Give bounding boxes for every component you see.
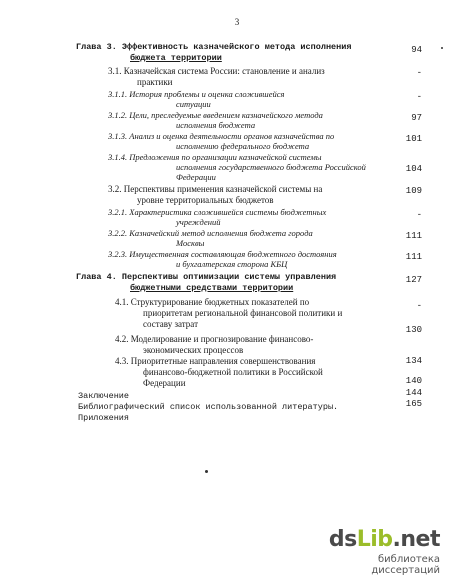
toc-subsection-3-2-3-line-2: и бухгалтерская сторона КБЦ xyxy=(176,259,288,269)
toc-subsection-3-1-3-line-2: исполнению федерального бюджета xyxy=(176,141,310,151)
toc-page-number: - xyxy=(416,210,422,220)
toc-chapter-4-line-1: Глава 4. Перспективы оптимизации системы управления xyxy=(76,272,337,282)
toc-chapter-3-line-1: Глава 3. Эффективность казначейского метода исполнения xyxy=(76,42,352,52)
toc-subsection-3-1-4-line-2: исполнения государственного бюджета Российской xyxy=(176,162,366,172)
toc-page-number: 104 xyxy=(405,164,422,174)
toc-bibliography: Библиографический список использованной литературы. xyxy=(78,402,339,412)
toc-page-number: 140 xyxy=(405,376,422,386)
toc-section-3-2-line-1: 3.2. Перспективы применения казначейской системы на xyxy=(108,184,323,194)
toc-section-4-1-line-3: составу затрат xyxy=(143,319,198,329)
scan-speck xyxy=(441,47,443,49)
toc-section-4-3-line-3: Федерации xyxy=(143,378,186,388)
toc-chapter-4-line-2: бюджетными средствами территории xyxy=(130,283,294,293)
toc-page-number: - xyxy=(416,92,422,102)
toc-page-number: 109 xyxy=(405,186,422,196)
toc-section-4-1-line-2: приоритетам региональной финансовой политики и xyxy=(143,308,343,318)
toc-page-number: 165 xyxy=(405,399,422,409)
toc-appendices: Приложения xyxy=(78,413,130,423)
toc-section-4-2-line-1: 4.2. Моделирование и прогнозирование финансово- xyxy=(115,334,314,344)
toc-page-number: 97 xyxy=(411,113,422,123)
toc-subsection-3-1-3-line-1: 3.1.3. Анализ и оценка деятельности органов казначейства по xyxy=(108,131,335,141)
toc-section-4-3-line-2: финансово-бюджетной политики в Российской xyxy=(143,367,323,377)
toc-subsection-3-2-3-line-1: 3.2.3. Имущественная составляющая бюджетного достояния xyxy=(108,249,337,259)
toc-subsection-3-1-1-line-2: ситуации xyxy=(176,99,211,109)
watermark xyxy=(310,527,440,576)
toc-section-3-1-line-2: практики xyxy=(137,77,173,87)
toc-page-number: 101 xyxy=(405,134,422,144)
toc-page-number: - xyxy=(416,301,422,311)
toc-page-number: 111 xyxy=(405,252,422,262)
toc-section-3-2-line-2: уровне территориальных бюджетов xyxy=(137,195,274,205)
toc-subsection-3-2-2-line-1: 3.2.2. Казначейский метод исполнения бюджета города xyxy=(108,228,313,238)
logo-net-text: .net xyxy=(392,527,440,552)
toc-page-number: 134 xyxy=(405,356,422,366)
toc-chapter-3-line-2: бюджета территории xyxy=(130,53,222,63)
toc-section-4-2-line-2: экономических процессов xyxy=(143,345,244,355)
toc-subsection-3-1-2-line-2: исполнения бюджета xyxy=(176,120,256,130)
toc-section-3-1-line-1: 3.1. Казначейская система России: становление и анализ xyxy=(108,66,325,76)
toc-subsection-3-1-4-line-3: Федерации xyxy=(176,172,216,182)
watermark-subtitle: библиотека диссертаций xyxy=(371,554,440,576)
toc-subsection-3-2-1-line-1: 3.2.1. Характеристика сложившейся системы бюджетных xyxy=(108,207,327,217)
logo-lib-text: Lib xyxy=(356,527,393,552)
toc-page-number: 130 xyxy=(405,325,422,335)
toc-page-number: 111 xyxy=(405,231,422,241)
toc-subsection-3-2-1-line-2: учреждений xyxy=(176,217,221,227)
toc-section-4-3-line-1: 4.3. Приоритетные направления совершенствования xyxy=(115,356,316,366)
logo-ds-text: ds xyxy=(328,527,357,552)
toc-subsection-3-1-2-line-1: 3.1.2. Цели, преследуемые введением казначейского метода xyxy=(108,110,323,120)
toc-subsection-3-1-1-line-1: 3.1.1. История проблемы и оценка сложившейся xyxy=(108,89,285,99)
scan-speck xyxy=(205,470,208,473)
page-number: 3 xyxy=(234,17,240,27)
toc-page-number: 144 xyxy=(405,388,422,398)
toc-subsection-3-2-2-line-2: Москвы xyxy=(176,238,205,248)
toc-conclusion: Заключение xyxy=(78,391,130,401)
toc-page-number: 94 xyxy=(411,45,422,55)
toc-subsection-3-1-4-line-1: 3.1.4. Предложения по организации казначейской системы xyxy=(108,152,322,162)
toc-page-number: 127 xyxy=(405,275,422,285)
toc-section-4-1-line-1: 4.1. Структурирование бюджетных показателей по xyxy=(115,297,310,307)
watermark-logo xyxy=(310,528,440,552)
toc-page-number: - xyxy=(416,68,422,78)
